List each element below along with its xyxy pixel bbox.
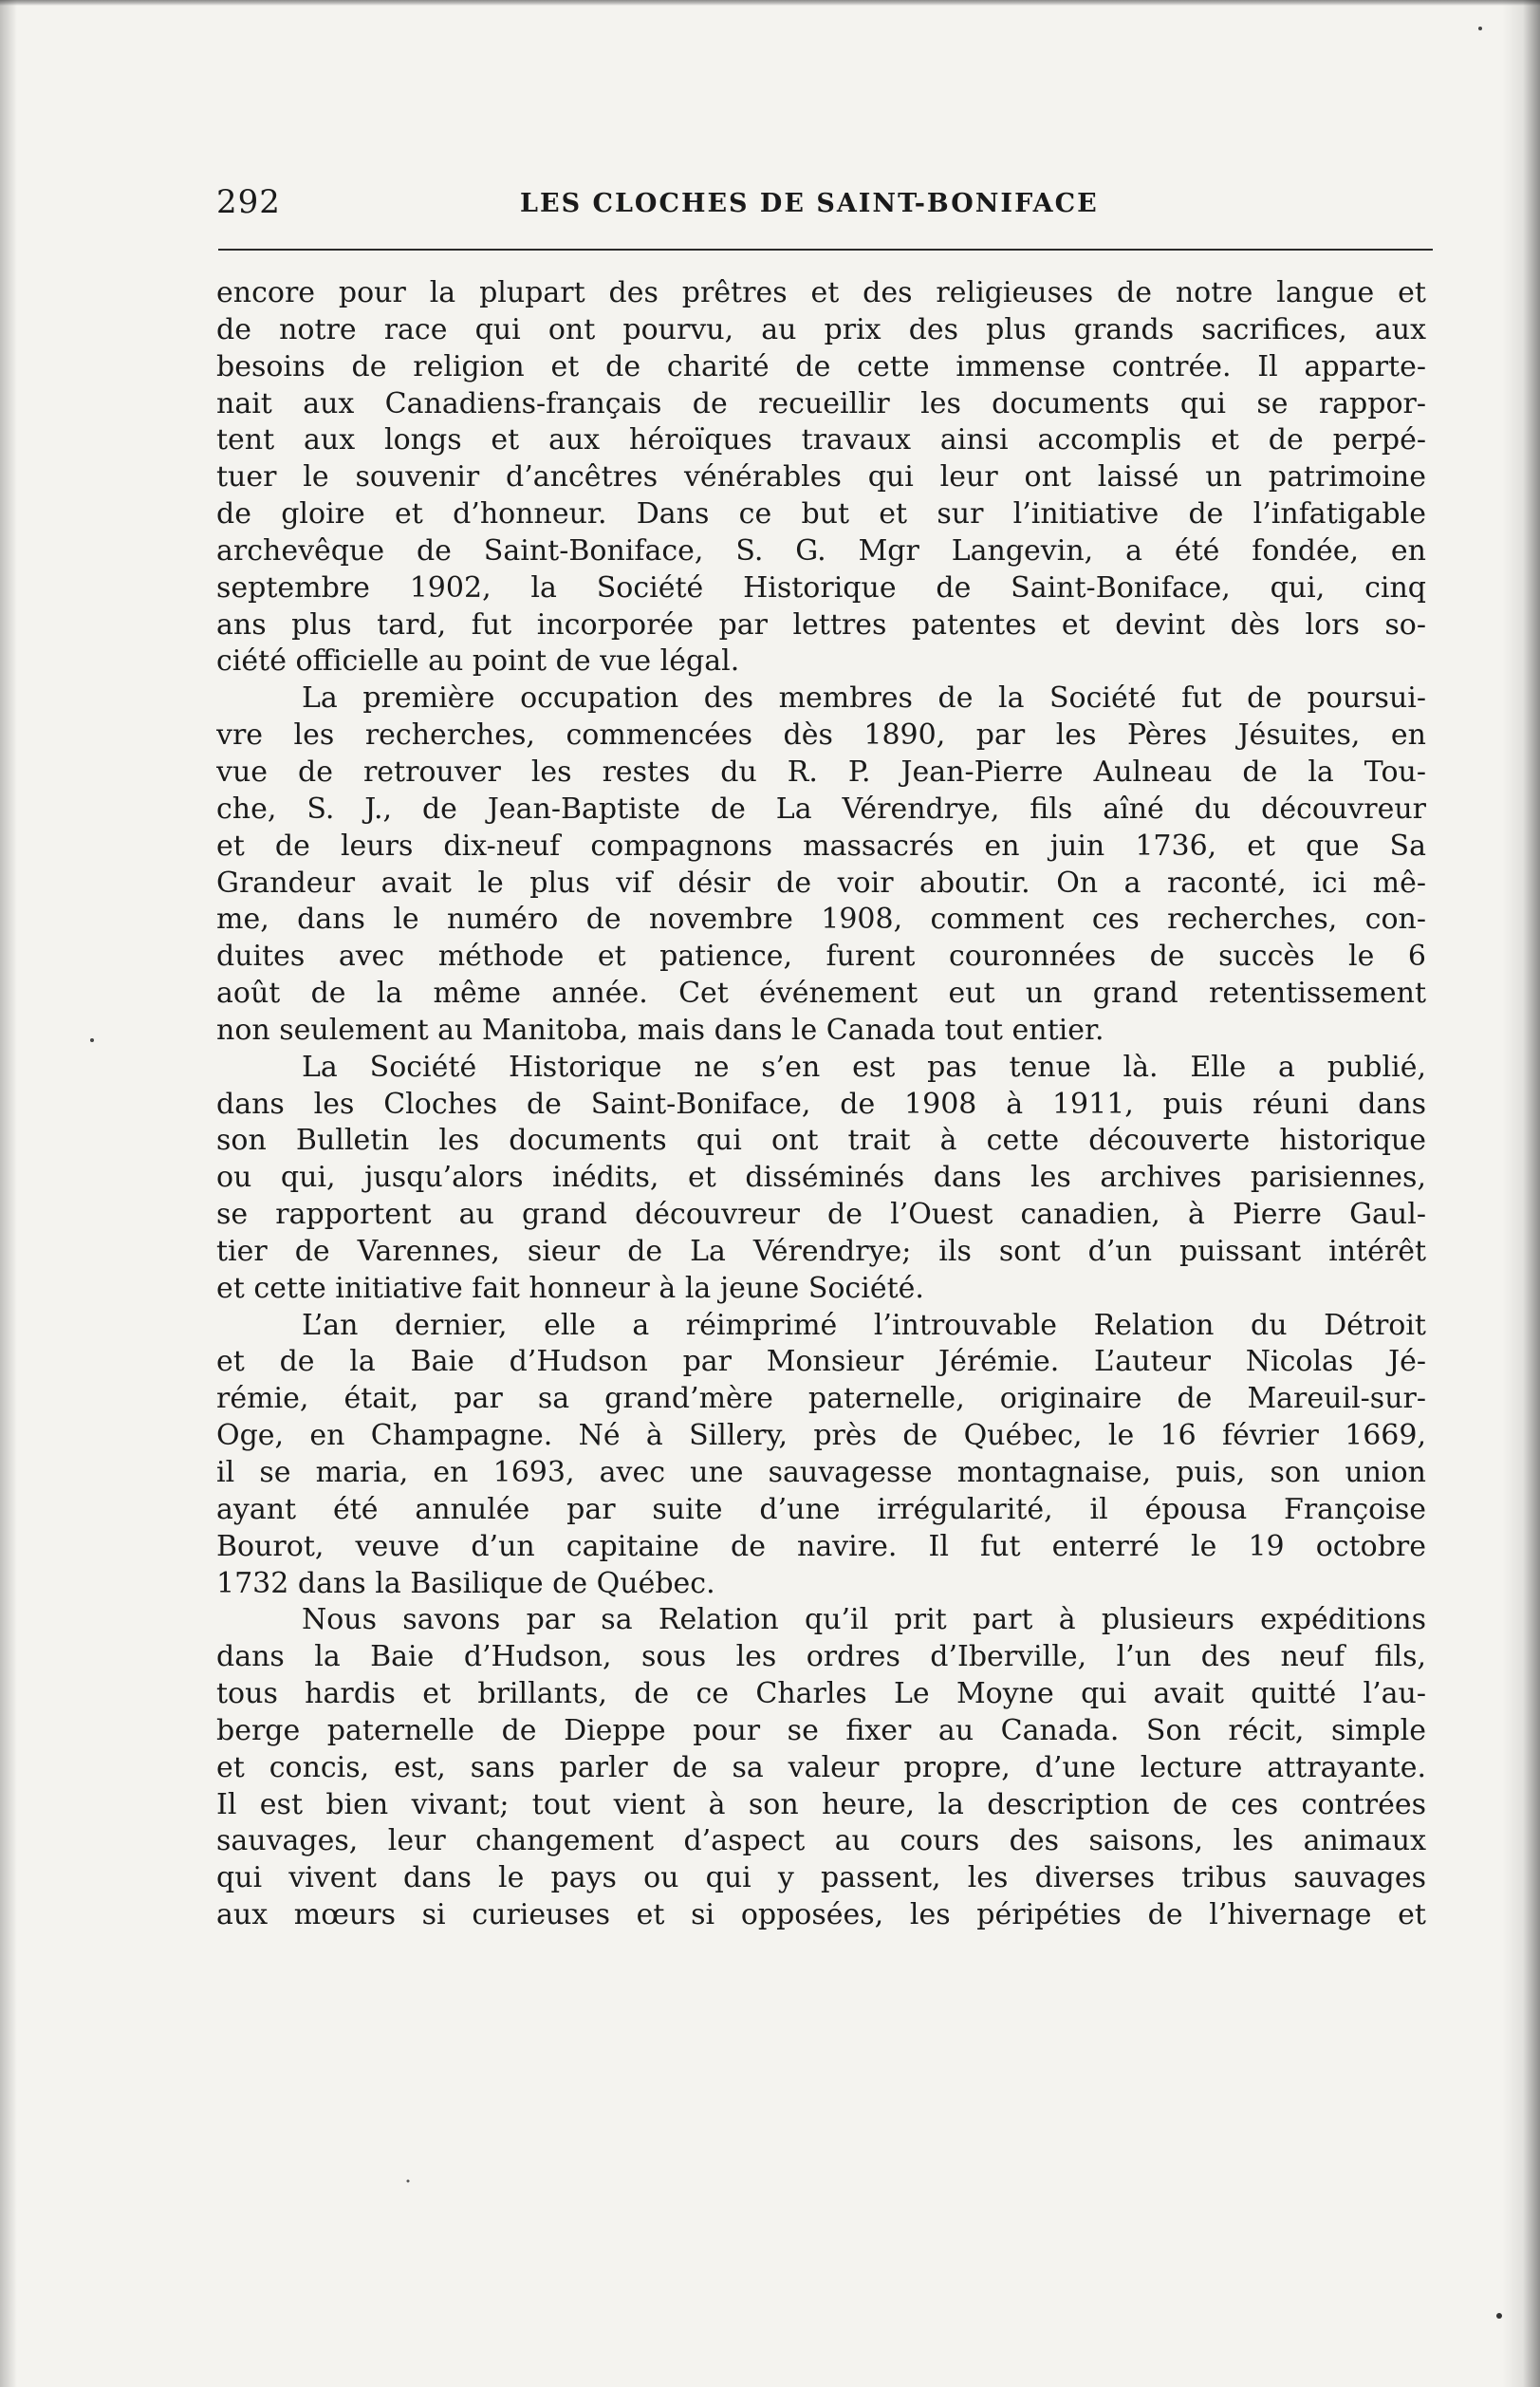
scan-speck [1496, 2313, 1502, 2319]
text-line: se rapportent au grand découvreur de l’Ouest canadien, à Pierre Gaul- [216, 1198, 1426, 1232]
text-line: La Société Historique ne s’en est pas tenue là. Elle a publié, [302, 1050, 1426, 1084]
text-line: tier de Varennes, sieur de La Vérendrye; ils sont d’un puissant intérêt [216, 1234, 1426, 1268]
text-line: Oge, en Champagne. Né à Sillery, près de Québec, le 16 février 1669, [216, 1419, 1426, 1453]
text-line: non seulement au Manitoba, mais dans le Canada tout entier. [216, 1013, 1104, 1047]
text-line: son Bulletin les documents qui ont trait à cette découverte historique [216, 1124, 1426, 1158]
text-line: besoins de religion et de charité de cette immense contrée. Il apparte- [216, 349, 1426, 383]
text-line: tuer le souvenir d’ancêtres vénérables qui leur ont laissé un patrimoine [216, 460, 1426, 494]
text-line: ou qui, jusqu’alors inédits, et disséminés dans les archives parisiennes, [216, 1161, 1426, 1195]
text-line: L’an dernier, elle a réimprimé l’introuvable Relation du Détroit [302, 1308, 1426, 1342]
text-line: archevêque de Saint-Boniface, S. G. Mgr Langevin, a été fondée, en [216, 533, 1426, 568]
text-line: vre les recherches, commencées dès 1890, par les Pères Jésuites, en [216, 718, 1426, 753]
text-line: et de la Baie d’Hudson par Monsieur Jérémie. L’auteur Nicolas Jé- [216, 1345, 1426, 1379]
page-number: 292 [216, 183, 281, 221]
text-line: il se maria, en 1693, avec une sauvagesse montagnaise, puis, son union [216, 1456, 1426, 1489]
scan-speck [1478, 27, 1482, 30]
running-title: LES CLOCHES DE SAINT-BONIFACE [520, 189, 1099, 218]
text-line: tous hardis et brillants, de ce Charles Le Moyne qui avait quitté l’au- [216, 1677, 1426, 1711]
text-line: Il est bien vivant; tout vient à son heure, la description de ces contrées [216, 1787, 1426, 1821]
text-line: berge paternelle de Dieppe pour se fixer au Canada. Son récit, simple [216, 1713, 1426, 1747]
text-line: qui vivent dans le pays ou qui y passent, les diverses tribus sauvages [216, 1861, 1426, 1895]
text-line: aux mœurs si curieuses et si opposées, les péripéties de l’hivernage et [216, 1898, 1426, 1932]
text-line: et concis, est, sans parler de sa valeur propre, d’une lecture attrayante. [216, 1750, 1426, 1784]
text-line: nait aux Canadiens-français de recueillir les documents qui se rappor- [216, 386, 1426, 420]
text-line: de gloire et d’honneur. Dans ce but et sur l’initiative de l’infatigable [216, 497, 1426, 531]
text-line: dans la Baie d’Hudson, sous les ordres d’Iberville, l’un des neuf fils, [216, 1640, 1426, 1674]
text-line: de notre race qui ont pourvu, au prix des plus grands sacrifices, aux [216, 312, 1426, 346]
text-line: rémie, était, par sa grand’mère paternelle, originaire de Mareuil-sur- [216, 1382, 1426, 1416]
text-line: che, S. J., de Jean-Baptiste de La Vérendrye, fils aîné du découvreur [216, 792, 1426, 826]
text-line: et cette initiative fait honneur à la jeune Société. [216, 1271, 924, 1305]
text-line: dans les Cloches de Saint-Boniface, de 1908 à 1911, puis réuni dans [216, 1087, 1426, 1121]
text-line: septembre 1902, la Société Historique de Saint-Boniface, qui, cinq [216, 570, 1426, 605]
scan-speck [407, 2180, 410, 2183]
text-line: 1732 dans la Basilique de Québec. [216, 1566, 715, 1600]
text-line: me, dans le numéro de novembre 1908, comment ces recherches, con- [216, 903, 1426, 937]
text-line: Grandeur avait le plus vif désir de voir aboutir. On a raconté, ici mê- [216, 866, 1426, 900]
text-line: vue de retrouver les restes du R. P. Jean-Pierre Aulneau de la Tou- [216, 755, 1426, 789]
text-line: Bourot, veuve d’un capitaine de navire. Il fut enterré le 19 octobre [216, 1529, 1426, 1563]
text-line: tent aux longs et aux héroïques travaux ainsi accomplis et de perpé- [216, 423, 1426, 457]
text-line: Nous savons par sa Relation qu’il prit part à plusieurs expéditions [302, 1603, 1426, 1637]
scan-speck [90, 1038, 94, 1042]
text-line: encore pour la plupart des prêtres et des religieuses de notre langue et [216, 276, 1426, 309]
text-line: La première occupation des membres de la Société fut de poursui- [302, 681, 1426, 716]
text-line: ciété officielle au point de vue légal. [216, 644, 740, 679]
text-line: ans plus tard, fut incorporée par lettres patentes et devint dès lors so- [216, 607, 1426, 642]
text-line: sauvages, leur changement d’aspect au cours des saisons, les animaux [216, 1824, 1426, 1858]
text-line: août de la même année. Cet événement eut un grand retentissement [216, 977, 1426, 1011]
text-line: duites avec méthode et patience, furent couronnées de succès le 6 [216, 940, 1426, 974]
text-line: et de leurs dix-neuf compagnons massacrés en juin 1736, et que Sa [216, 829, 1426, 863]
text-line: ayant été annulée par suite d’une irrégularité, il épousa Françoise [216, 1492, 1426, 1526]
